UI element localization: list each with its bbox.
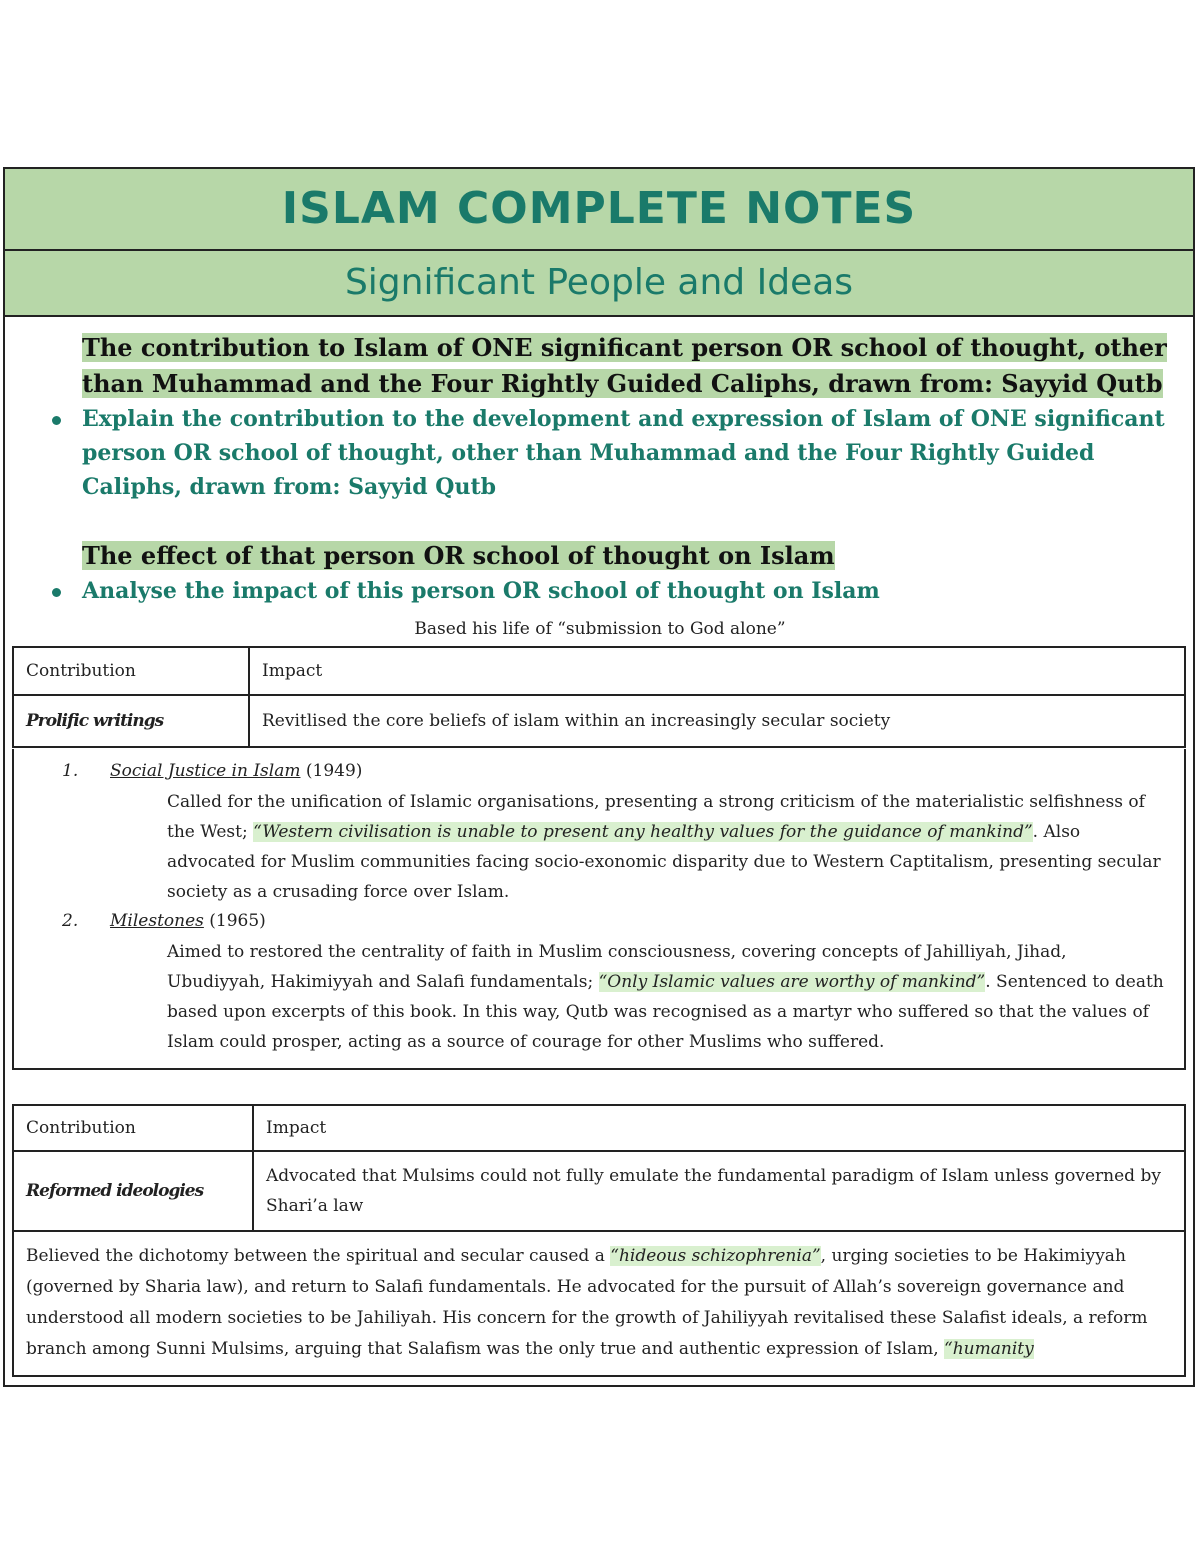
writings-notes — [12, 749, 1186, 1070]
quote: “Only Islamic values are worthy of mankind” — [598, 972, 986, 992]
book-title: Milestones — [110, 911, 204, 931]
bullet-icon — [52, 416, 61, 425]
syllabus-section — [82, 330, 1192, 608]
note-body: Called for the unification of Islamic organisations, presenting a strong criticism of the materialistic selfishness of the West; “Western civilisation is unable to present any healthy values for the guidance of mankind”. Also advocated for Muslim communities facing socio-exonomic disparity due to Western Captitalism, presenting secular society as a crusading force over Islam. — [167, 792, 1161, 902]
ideology-paragraph: Believed the dichotomy between the spiritual and secular caused a “hideous schizophrenia”, urging societies to be Hakimiyyah (governed by Sharia law), and return to Salafi fundamentals. He advocated for the pursuit of Allah’s sovereign governance and understood all modern societies to be Jahiliyah. His concern for the growth of Jahiliyyah revitalised these Salafist ideals, a reform branch among Sunni Mulsims, arguing that Salafism was the only true and authentic expression of Islam, “humanity — [12, 1229, 1186, 1377]
bullet-icon — [52, 588, 61, 597]
note-body: Aimed to restored the centrality of faith in Muslim consciousness, covering concepts of Jahilliyah, Jihad, Ubudiyyah, Hakimiyyah and Salafi fundamentals; “Only Islamic values are worthy of mankind”. Sentenced to death based upon excerpts of this book. In this way, Qutb was recognised as a martyr who suffered so that the values of Islam could prosper, acting as a source of courage for other Muslims who suffered. — [167, 942, 1164, 1052]
quote: “humanity — [944, 1339, 1034, 1359]
book-title: Social Justice in Islam — [110, 761, 301, 781]
page-title: ISLAM COMPLETE NOTES — [5, 169, 1193, 251]
table-header-contribution: Contribution — [13, 647, 249, 695]
contribution-table-2 — [12, 1104, 1186, 1232]
table-header-impact: Impact — [253, 1105, 1185, 1151]
list-item: 1. Social Justice in Islam (1949) — [62, 761, 363, 781]
table-header-contribution: Contribution — [13, 1105, 253, 1151]
table-cell-impact: Advocated that Mulsims could not fully emulate the fundamental paradigm of Islam unless governed by Shari’a law — [253, 1151, 1185, 1231]
quote: “Western civilisation is unable to present any healthy values for the guidance of mankind” — [253, 822, 1033, 842]
caption: Based his life of “submission to God alone” — [414, 619, 786, 639]
syllabus-heading-effect: The effect of that person OR school of thought on Islam — [82, 541, 835, 570]
table-header-impact: Impact — [249, 647, 1185, 695]
table-cell-impact: Revitlised the core beliefs of islam within an increasingly secular society — [249, 695, 1185, 747]
syllabus-bullet-explain: Explain the contribution to the development and expression of Islam of ONE significant person OR school of thought, other than Muhammad and the Four Rightly Guided Caliphs, drawn from: Sayyid Qutb — [82, 402, 1192, 504]
contribution-table-1 — [12, 646, 1186, 748]
list-item: 2. Milestones (1965) — [62, 911, 266, 931]
syllabus-bullet-analyse: Analyse the impact of this person OR school of thought on Islam — [82, 574, 1192, 608]
quote: “hideous schizophrenia” — [610, 1246, 821, 1266]
page-subtitle: Significant People and Ideas — [5, 251, 1193, 317]
table-cell-contribution: Reformed ideologies — [13, 1151, 253, 1231]
table-cell-contribution: Prolific writings — [13, 695, 249, 747]
syllabus-heading-contribution: The contribution to Islam of ONE significant person OR school of thought, other than Muhammad and the Four Rightly Guided Caliphs, drawn from: Sayyid Qutb — [82, 333, 1167, 398]
